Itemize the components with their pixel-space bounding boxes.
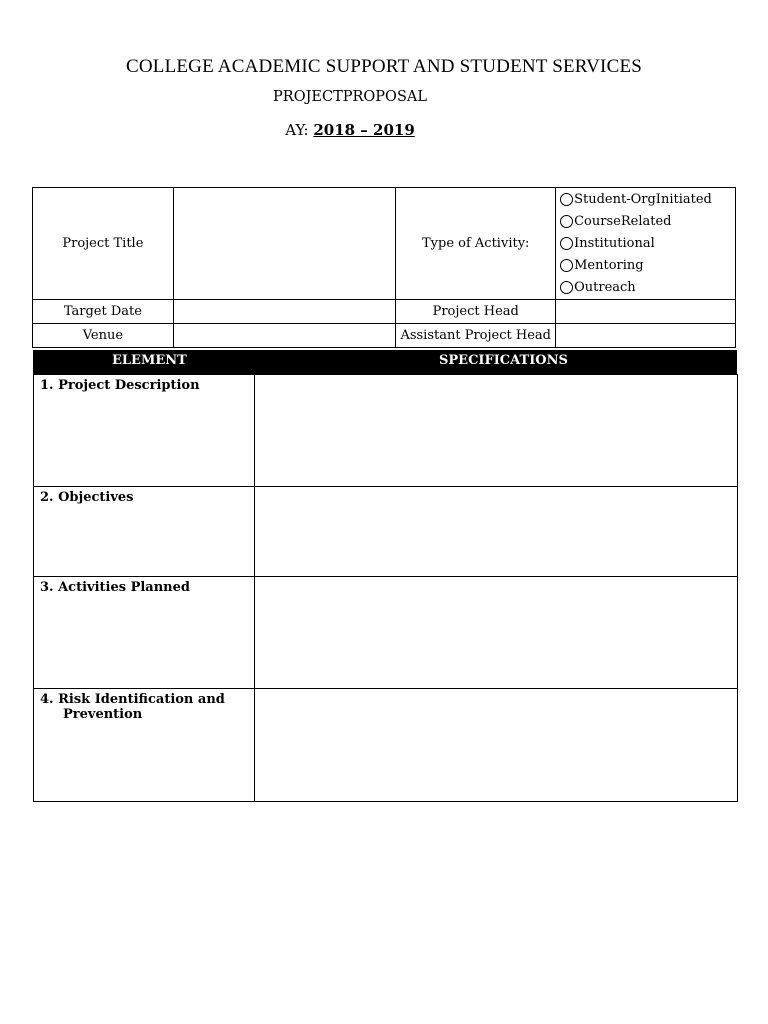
venue-field[interactable] — [173, 324, 396, 348]
assistant-head-label: Assistant Project Head — [396, 324, 556, 348]
table-row — [34, 487, 738, 577]
target-date-field[interactable] — [173, 300, 396, 324]
element-label: 2. Objectives — [34, 487, 255, 577]
document-title: COLLEGE ACADEMIC SUPPORT AND STUDENT SERVICES — [125, 56, 643, 77]
specifications-table — [33, 374, 738, 802]
assistant-head-field[interactable] — [556, 324, 736, 348]
element-label-line1: 4. Risk Identification and — [40, 692, 225, 707]
activity-option[interactable]: Outreach — [560, 276, 731, 298]
table-row — [34, 689, 738, 802]
specification-field[interactable] — [254, 487, 737, 577]
academic-year-label: AY: — [285, 121, 314, 139]
type-of-activity-label: Type of Activity: — [396, 188, 556, 300]
radio-icon[interactable] — [560, 281, 573, 294]
element-label-line2: Prevention — [63, 707, 143, 722]
project-title-field[interactable] — [173, 188, 396, 300]
element-label — [34, 689, 255, 802]
element-column-header: ELEMENT — [112, 353, 187, 368]
element-label: 3. Activities Planned — [34, 577, 255, 689]
activity-option[interactable]: Student-OrgInitiated — [560, 188, 731, 210]
specification-field[interactable] — [254, 375, 737, 487]
activity-option[interactable]: Institutional — [560, 232, 731, 254]
activity-option[interactable]: Mentoring — [560, 254, 731, 276]
table-row — [34, 375, 738, 487]
activity-options — [556, 188, 736, 300]
table-row — [34, 577, 738, 689]
document-subtitle: PROJECTPROPOSAL — [273, 89, 427, 105]
element-label: 1. Project Description — [34, 375, 255, 487]
target-date-label: Target Date — [33, 300, 174, 324]
academic-year-value: 2018 – 2019 — [313, 121, 415, 139]
project-info-table — [32, 187, 736, 348]
project-title-label: Project Title — [33, 188, 174, 300]
activity-option[interactable]: CourseRelated — [560, 210, 731, 232]
radio-icon[interactable] — [560, 237, 573, 250]
project-head-field[interactable] — [556, 300, 736, 324]
radio-icon[interactable] — [560, 215, 573, 228]
radio-icon[interactable] — [560, 193, 573, 206]
project-head-label: Project Head — [396, 300, 556, 324]
specifications-column-header: SPECIFICATIONS — [439, 353, 568, 368]
academic-year — [0, 121, 700, 139]
column-header-band — [33, 350, 737, 374]
specification-field[interactable] — [254, 577, 737, 689]
radio-icon[interactable] — [560, 259, 573, 272]
specification-field[interactable] — [254, 689, 737, 802]
venue-label: Venue — [33, 324, 174, 348]
